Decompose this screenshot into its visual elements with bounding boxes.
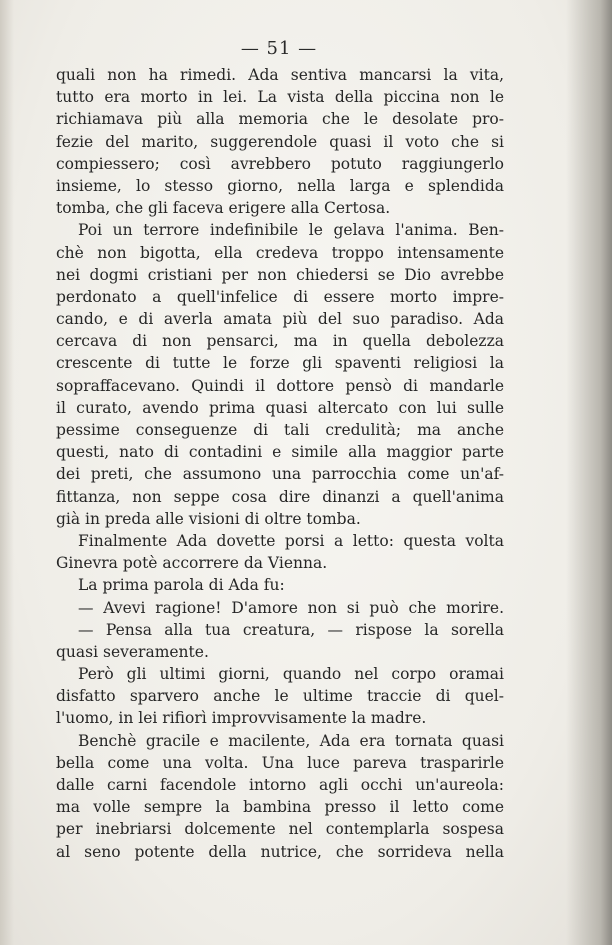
text-line: nei dogmi cristiani per non chiedersi se Dio avrebbe xyxy=(56,265,504,284)
text-line: questi, nato di contadini e simile alla maggior parte xyxy=(56,443,504,462)
text-line: insieme, lo stesso giorno, nella larga e splendida xyxy=(56,176,504,195)
text-line: Però gli ultimi giorni, quando nel corpo oramai xyxy=(78,665,504,684)
text-line: pessime conseguenze di tali credulità; ma anche xyxy=(56,421,504,439)
text-line: disfatto sparvero anche le ultime traccie di quel- xyxy=(56,687,504,706)
text-line: La prima parola di Ada fu: xyxy=(78,576,285,595)
page-number: — 51 — xyxy=(240,38,318,59)
text-line: l'uomo, in lei rifiorì improvvisamente la madre. xyxy=(56,709,427,728)
text-line: richiamava più alla memoria che le desolate pro- xyxy=(56,110,504,129)
text-line: sopraffacevano. Quindi il dottore pensò di mandarle xyxy=(56,376,504,395)
text-line: chè non bigotta, ella credeva troppo intensamente xyxy=(56,243,504,262)
text-line: per inebriarsi dolcemente nel contemplarla sospesa xyxy=(56,820,504,839)
body-text xyxy=(56,64,504,863)
page-gutter-shadow-right xyxy=(566,0,612,945)
text-line: — Avevi ragione! D'amore non si può che morire. xyxy=(78,598,504,617)
text-line: quasi severamente. xyxy=(56,642,209,661)
text-line: Benchè gracile e macilente, Ada era tornata quasi xyxy=(78,731,504,750)
text-line: fezie del marito, suggerendole quasi il voto che si xyxy=(56,132,504,151)
text-line: cercava di non pensarci, ma in quella debolezza xyxy=(56,332,504,351)
text-line: — Pensa alla tua creatura, — rispose la sorella xyxy=(78,620,504,639)
text-line: fittanza, non seppe cosa dire dinanzi a quell'anima xyxy=(56,487,504,506)
text-line: già in preda alle visioni di oltre tomba. xyxy=(56,509,361,528)
text-line: tutto era morto in lei. La vista della piccina non le xyxy=(56,88,504,107)
text-line: compiessero; così avrebbero potuto raggiungerlo xyxy=(56,154,504,173)
text-line: il curato, avendo prima quasi altercato con lui sulle xyxy=(56,398,504,417)
text-line: quali non ha rimedi. Ada sentiva mancarsi la vita, xyxy=(56,66,504,84)
text-line: Finalmente Ada dovette porsi a letto: questa volta xyxy=(78,531,504,550)
text-line: al seno potente della nutrice, che sorrideva nella xyxy=(56,842,504,861)
text-line: crescente di tutte le forze gli spaventi religiosi la xyxy=(56,354,504,373)
page-edge-shadow-left xyxy=(0,0,14,945)
text-line: dalle carni facendole intorno agli occhi un'aureola: xyxy=(56,776,504,794)
text-line: Poi un terrore indefinibile le gelava l'anima. Ben- xyxy=(78,221,504,240)
text-line: ma volle sempre la bambina presso il letto come xyxy=(56,798,504,817)
text-line: Ginevra potè accorrere da Vienna. xyxy=(56,554,328,573)
text-line: dei preti, che assumono una parrocchia come un'af- xyxy=(56,465,504,484)
text-line: bella come una volta. Una luce pareva trasparirle xyxy=(56,753,504,772)
text-line: tomba, che gli faceva erigere alla Certosa. xyxy=(56,199,391,218)
text-line: perdonato a quell'infelice di essere morto impre- xyxy=(56,287,504,306)
text-line: cando, e di averla amata più del suo paradiso. Ada xyxy=(56,310,504,329)
